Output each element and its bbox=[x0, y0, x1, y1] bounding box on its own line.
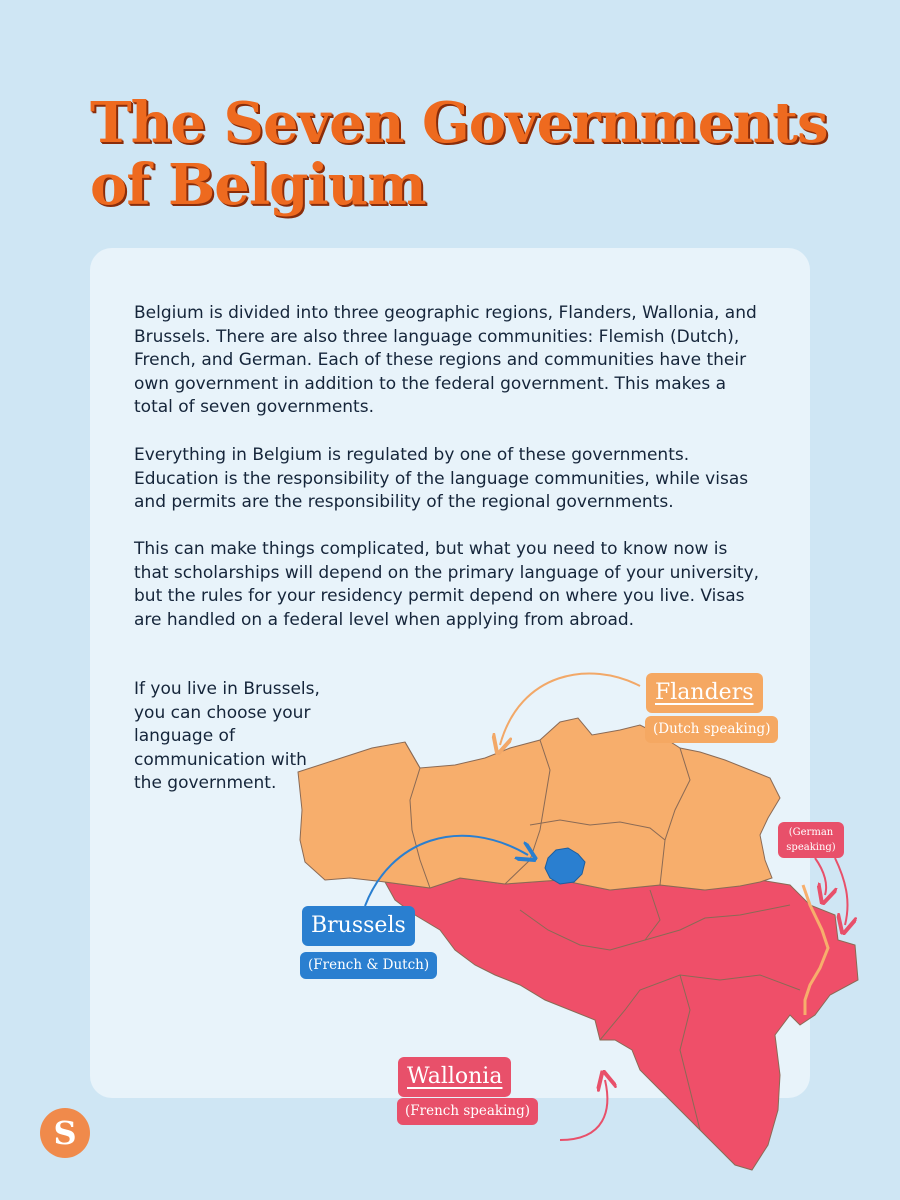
wallonia-language-note: (French speaking) bbox=[397, 1098, 538, 1125]
german-arrow bbox=[815, 858, 826, 895]
wallonia-region bbox=[385, 878, 858, 1170]
brussels-language-note: (French & Dutch) bbox=[300, 952, 437, 979]
wallonia-label bbox=[398, 1057, 511, 1097]
intro-paragraph: Belgium is divided into three geographic regions, Flanders, Wallonia, and Brussels. There are also three language communities: Flemish (Dutch), French, and German. Each of these regions and communities have their own government in addition to the federal government. This makes a total of seven governments. bbox=[134, 303, 757, 417]
german-arrow-2 bbox=[835, 858, 848, 925]
flanders-label bbox=[646, 673, 763, 713]
brussels-label: Brussels bbox=[302, 906, 415, 946]
wallonia-arrow bbox=[560, 1080, 607, 1140]
page-title: The Seven Governments of Belgium bbox=[90, 90, 828, 218]
regulation-paragraph: Everything in Belgium is regulated by one of these governments. Education is the responsibility of the language communities, while visas and permits are the responsibility of the regional governments. bbox=[134, 445, 749, 512]
brussels-note-paragraph: If you live in Brussels, you can choose your language of communication with the government. bbox=[134, 679, 320, 793]
scholarship-paragraph: This can make things complicated, but what you need to know now is that scholarships will depend on the primary language of your university, but the rules for your residency permit depend on where you live. Visas are handled on a federal level when applying from abroad. bbox=[134, 539, 760, 630]
wallonia-name: Wallonia bbox=[407, 1064, 503, 1089]
flanders-region bbox=[298, 718, 780, 890]
brand-logo: S bbox=[40, 1108, 90, 1158]
flanders-name: Flanders bbox=[655, 680, 754, 705]
flanders-language-note: (Dutch speaking) bbox=[645, 716, 778, 743]
german-language-note: (German speaking) bbox=[778, 822, 844, 858]
